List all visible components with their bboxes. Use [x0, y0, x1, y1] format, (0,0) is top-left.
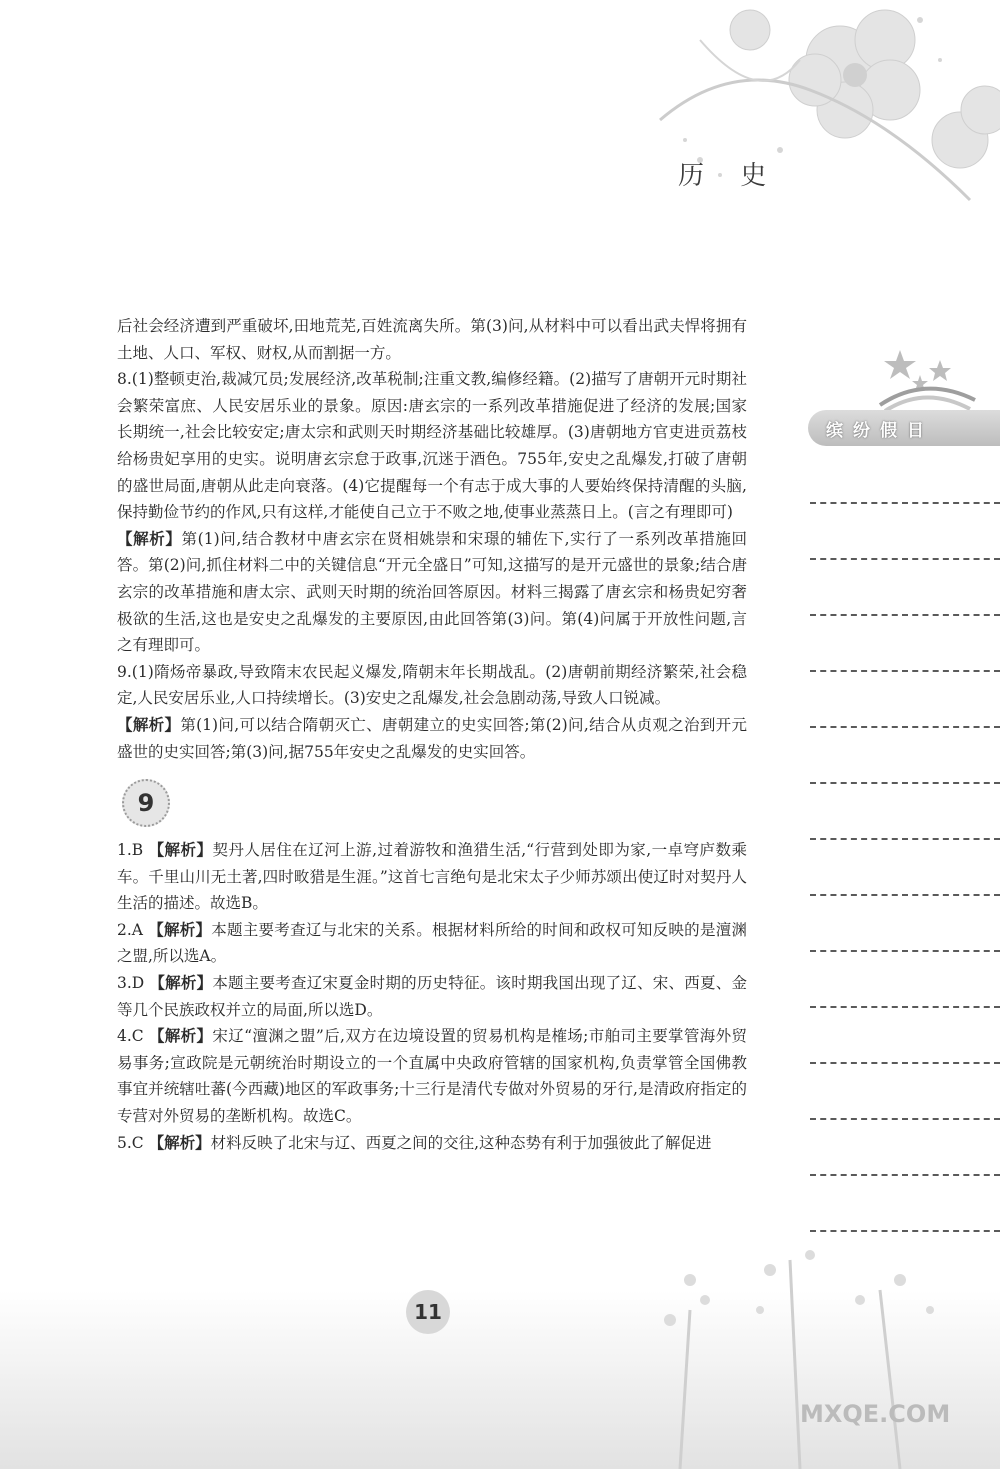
note-line — [810, 784, 1000, 840]
note-line — [810, 616, 1000, 672]
paragraph: 【解析】第(1)问,结合教材中唐玄宗在贤相姚崇和宋璟的辅佐下,实行了一系列改革措施回答。第(2)问,抓住材料二中的关键信息“开元全盛日”可知,这描写的是开元盛世的景象;结合唐玄宗的改革措施和唐太宗、武则天时期的统治回答原因。材料三揭露了唐玄宗和杨贵妃穷奢极欲的生活,这也是安史之乱爆发的主要原因,由此回答第(3)问。第(4)问属于开放性问题,言之有理即可。 — [117, 528, 747, 655]
watermark-url: MXQE.COM — [800, 1400, 951, 1428]
answer-item: 5.C 【解析】材料反映了北宋与辽、西夏之间的交往,这种态势有利于加强彼此了解促进 — [117, 1132, 712, 1152]
answer-item: 3.D 【解析】本题主要考查辽宋夏金时期的历史特征。该时期我国出现了辽、宋、西夏、金等几个民族政权并立的局面,所以选D。 — [117, 973, 747, 1019]
paragraph: 【解析】第(1)问,可以结合隋朝灭亡、唐朝建立的史实回答;第(2)问,结合从贞观之治到开元盛世的史实回答;第(3)问,据755年安史之乱爆发的史实回答。 — [117, 714, 747, 761]
bottom-decoration — [0, 1250, 1000, 1469]
note-line — [810, 840, 1000, 896]
section-number-badge: 9 — [122, 779, 170, 827]
answer-item: 2.A 【解析】本题主要考查辽与北宋的关系。根据材料所给的时间和政权可知反映的是澶渊之盟,所以选A。 — [117, 919, 747, 966]
paragraph: 9.(1)隋炀帝暴政,导致隋末农民起义爆发,隋朝末年长期战乱。(2)唐朝前期经济繁荣,社会稳定,人民安居乐业,人口持续增长。(3)安史之乱爆发,社会急剧动荡,导致人口锐减。 — [117, 662, 747, 708]
paragraph: 8.(1)整顿吏治,裁减冗员;发展经济,改革税制;注重文教,编修经籍。(2)描写了唐朝开元时期社会繁荣富庶、人民安居乐业的景象。原因:唐玄宗的一系列改革措施促进了经济的发展;国家长期统一,社会比较安定;唐太宗和武则天时期经济基础比较雄厚。(3)唐朝地方官吏进贡荔枝给杨贵妃享用的史实。说明唐玄宗怠于政事,沉迷于酒色。755年,安史之乱爆发,打破了唐朝的盛世局面,唐朝从此走向衰落。(4)它提醒每一个有志于成大事的人要始终保持清醒的头脑,保持勤俭节约的作风,只有这样,才能使自己立于不败之地,使事业蒸蒸日上。(言之有理即可) — [117, 370, 747, 522]
note-line — [810, 896, 1000, 952]
stars-decoration — [870, 345, 980, 415]
note-line — [810, 1120, 1000, 1176]
answer-item: 4.C 【解析】宋辽“澶渊之盟”后,双方在边境设置的贸易机构是榷场;市舶司主要掌管海外贸易事务;宣政院是元朝统治时期设立的一个直属中央政府管辖的国家机构,负责掌管全国佛教事宜并统辖吐蕃(今西藏)地区的军政事务;十三行是清代专做对外贸易的牙行,是清政府指定的专营对外贸易的垄断机构。故选C。 — [117, 1026, 747, 1126]
answer-item: 1.B 【解析】契丹人居住在辽河上游,过着游牧和渔猎生活,“行营到处即为家,一卓穹庐数乘车。千里山川无土著,四时畋猎是生涯。”这首七言绝句是北宋太子少师苏颂出使辽时对契丹人生活的描述。故选B。 — [117, 840, 747, 913]
note-line — [810, 1064, 1000, 1120]
note-line — [810, 672, 1000, 728]
note-line — [810, 1176, 1000, 1232]
page-number: 11 — [406, 1290, 450, 1334]
note-line — [810, 448, 1000, 504]
note-lines — [810, 448, 1000, 1232]
answer-content — [117, 313, 747, 1156]
note-line — [810, 952, 1000, 1008]
subject-title: 历 史 — [678, 161, 781, 191]
sidebar-banner: 缤纷假日 — [808, 410, 1000, 446]
paragraph: 后社会经济遭到严重破坏,田地荒芜,百姓流离失所。第(3)问,从材料中可以看出武夫悍将拥有土地、人口、军权、财权,从而割据一方。 — [117, 317, 747, 362]
floral-decoration — [640, 0, 1000, 240]
note-line — [810, 1008, 1000, 1064]
note-line — [810, 560, 1000, 616]
note-line — [810, 728, 1000, 784]
note-line — [810, 504, 1000, 560]
